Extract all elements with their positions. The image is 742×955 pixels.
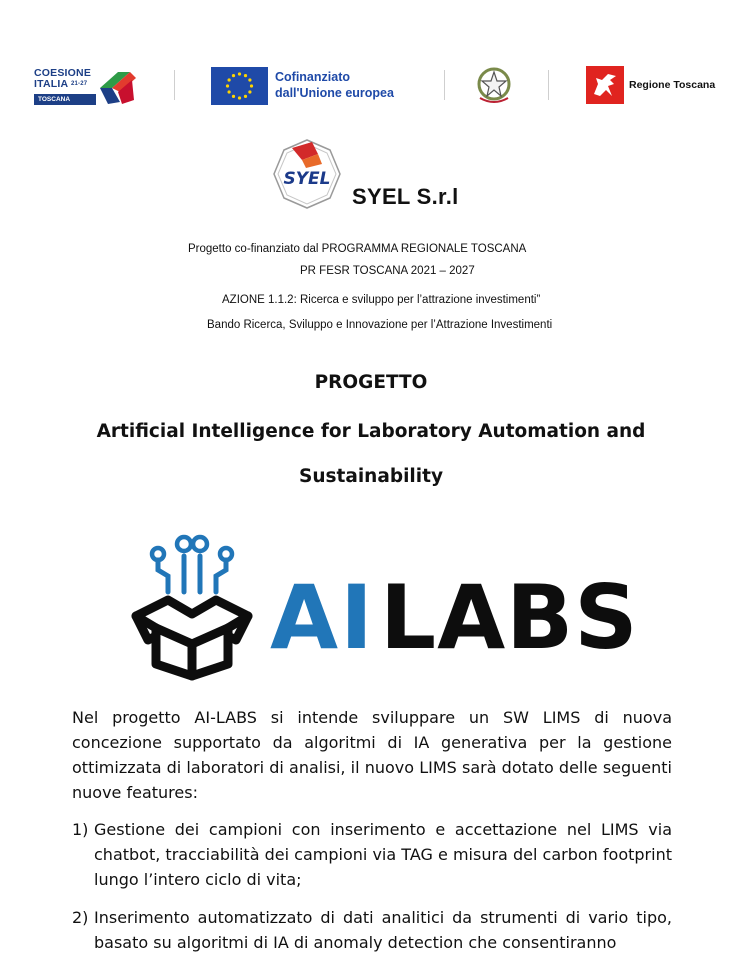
italian-republic-emblem-icon — [474, 64, 514, 106]
coesione-region: TOSCANA — [34, 94, 96, 105]
eu-flag-icon — [211, 67, 268, 105]
brand-labs-text: LABS — [380, 566, 639, 669]
company-name: SYEL S.r.l — [352, 184, 459, 209]
brand-ai-text: AI — [270, 566, 375, 669]
toscana-label: Regione Toscana — [629, 79, 716, 91]
logo-separator — [548, 70, 549, 100]
coesione-years: 21-27 — [70, 81, 88, 87]
eu-cofinanziato-logo — [211, 65, 411, 105]
logo-bar — [0, 62, 742, 110]
syel-logo-text: SYEL — [283, 169, 331, 189]
feature-number: 2) — [72, 908, 89, 927]
funding-line-4: Bando Ricerca, Sviluppo e Innovazione per l’Attrazione Investimenti — [207, 319, 553, 331]
ai-labs-logo — [128, 532, 639, 682]
funding-line-3: AZIONE 1.1.2: Ricerca e sviluppo per l’attrazione investimenti” — [222, 294, 541, 306]
funding-line-1: Progetto co-finanziato dal PROGRAMMA REGIONALE TOSCANA — [188, 243, 527, 255]
funding-line-2: PR FESR TOSCANA 2021 – 2027 — [300, 265, 475, 277]
eu-line2: dall'Unione europea — [275, 86, 394, 100]
eu-line1: Cofinanziato — [275, 70, 350, 84]
feature-number: 1) — [72, 820, 89, 839]
project-title-line1: Artificial Intelligence for Laboratory Automation and — [96, 421, 646, 442]
feature-text: Gestione dei campioni con inserimento e accettazione nel LIMS via chatbot, tracciabilità dei campioni via TAG e misura del carbon footprint lungo l’intero ciclo di vita; — [94, 820, 672, 889]
coesione-italia-logo — [34, 66, 138, 106]
logo-separator — [174, 70, 175, 100]
project-label: PROGETTO — [314, 372, 428, 393]
project-title-line2: Sustainability — [299, 466, 443, 487]
syel-logo — [272, 138, 342, 210]
coesione-line2: ITALIA — [34, 78, 68, 90]
coesione-line1: COESIONE — [34, 67, 92, 79]
feature-text: Inserimento automatizzato di dati analitici da strumenti di vario tipo, basato su algoritmi di IA di anomaly detection che consentiranno — [94, 908, 672, 952]
coesione-arrow-icon — [96, 70, 136, 106]
logo-separator — [444, 70, 445, 100]
regione-toscana-logo — [586, 66, 726, 106]
intro-paragraph: Nel progetto AI-LABS si intende sviluppare un SW LIMS di nuova concezione supportato da algoritmi di IA generativa per la gestione ottimizzata di laboratori di analisi, il nuovo LIMS sarà dotato delle seguenti nuove features: — [72, 708, 672, 802]
pegasus-icon — [586, 66, 624, 104]
open-box-circuit-icon — [128, 532, 268, 682]
